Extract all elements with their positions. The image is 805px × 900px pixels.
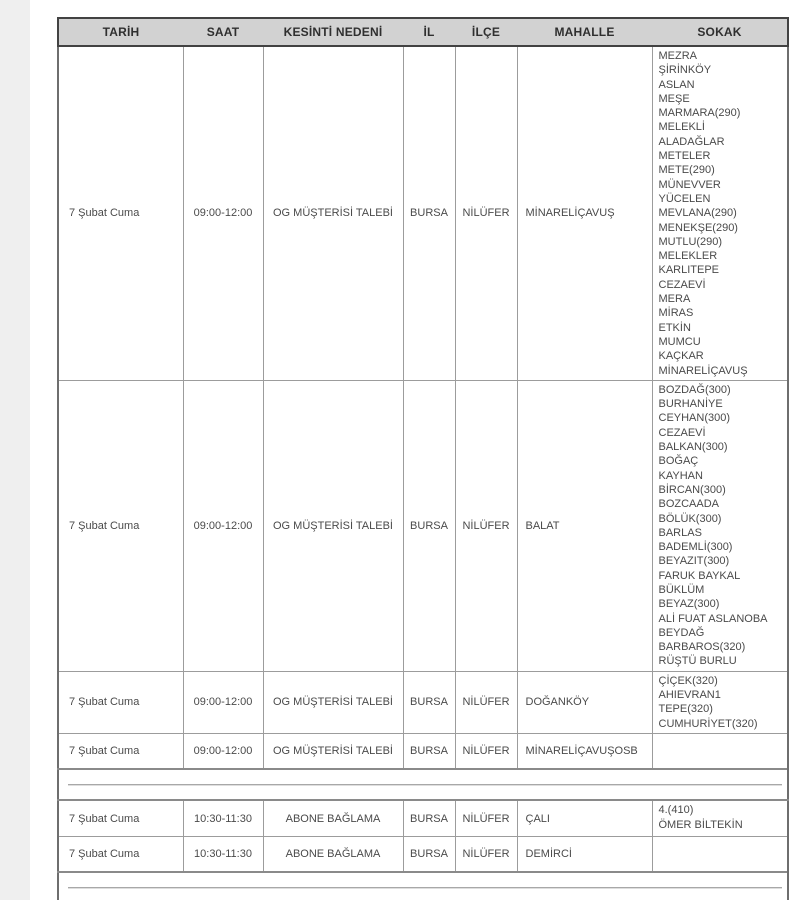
outage-row xyxy=(58,380,788,671)
cell-streets xyxy=(652,733,788,769)
street-line: ÖMER BİLTEKİN xyxy=(658,818,743,831)
cell-district: NİLÜFER xyxy=(455,46,517,380)
table-header xyxy=(58,18,788,46)
street-line: MEVLANA(290) xyxy=(658,207,737,220)
cell-province: BURSA xyxy=(403,671,455,733)
cell-time: 10:30-11:30 xyxy=(183,800,263,836)
section-separator xyxy=(58,769,788,800)
cell-date: 7 Şubat Cuma xyxy=(58,800,183,836)
cell-streets xyxy=(652,800,788,836)
street-line: TEPE(320) xyxy=(658,703,713,716)
header-tarih: TARİH xyxy=(58,18,183,46)
street-line: RÜŞTÜ BURLU xyxy=(658,655,737,668)
street-line: MELEKLİ xyxy=(658,121,705,134)
page-left-margin xyxy=(0,0,30,900)
cell-neighborhood: MİNARELİÇAVUŞ xyxy=(517,46,652,380)
cell-neighborhood: MİNARELİÇAVUŞOSB xyxy=(517,733,652,769)
header-mahalle: MAHALLE xyxy=(517,18,652,46)
street-line: MEZRA xyxy=(658,50,697,62)
cell-district: NİLÜFER xyxy=(455,671,517,733)
cell-date: 7 Şubat Cuma xyxy=(58,380,183,671)
street-line: MÜNEVVER xyxy=(658,178,721,191)
header-il: İL xyxy=(403,18,455,46)
street-line: MEŞE xyxy=(658,92,690,105)
street-line: BARBAROS(320) xyxy=(658,641,746,654)
street-line: METE(290) xyxy=(658,164,715,177)
cell-province: BURSA xyxy=(403,836,455,872)
cell-date: 7 Şubat Cuma xyxy=(58,733,183,769)
street-line: 4.(410) xyxy=(658,804,694,817)
street-line: BEYAZ(300) xyxy=(658,598,720,611)
street-line: BEYDAĞ xyxy=(658,626,705,639)
street-line: MUMCU xyxy=(658,335,701,348)
cell-neighborhood: DEMİRCİ xyxy=(517,836,652,872)
cell-time: 09:00-12:00 xyxy=(183,671,263,733)
street-line: MENEKŞE(290) xyxy=(658,221,738,234)
header-row xyxy=(58,18,788,46)
cell-streets xyxy=(652,46,788,380)
cell-neighborhood: DOĞANKÖY xyxy=(517,671,652,733)
header-sokak: SOKAK xyxy=(652,18,788,46)
cell-district: NİLÜFER xyxy=(455,733,517,769)
cell-date: 7 Şubat Cuma xyxy=(58,836,183,872)
street-line: CEZAEVİ xyxy=(658,278,706,291)
street-line: MELEKLER xyxy=(658,250,718,263)
cell-district: NİLÜFER xyxy=(455,836,517,872)
cell-province: BURSA xyxy=(403,380,455,671)
header-saat: SAAT xyxy=(183,18,263,46)
cell-streets xyxy=(652,380,788,671)
street-line: METELER xyxy=(658,150,711,163)
street-line: ÇİÇEK(320) xyxy=(658,674,718,687)
cell-time: 10:30-11:30 xyxy=(183,836,263,872)
street-line: MERA xyxy=(658,293,691,306)
outage-row xyxy=(58,46,788,380)
cell-neighborhood: ÇALI xyxy=(517,800,652,836)
section-separator xyxy=(58,872,788,900)
cell-district: NİLÜFER xyxy=(455,380,517,671)
cell-district: NİLÜFER xyxy=(455,800,517,836)
table-body xyxy=(58,46,788,900)
cell-time: 09:00-12:00 xyxy=(183,733,263,769)
street-line: BEYAZIT(300) xyxy=(658,555,730,568)
street-line: MUTLU(290) xyxy=(658,235,723,248)
header-kesinti-nedeni: KESİNTİ NEDENİ xyxy=(263,18,403,46)
outage-row xyxy=(58,836,788,872)
outage-row xyxy=(58,671,788,733)
street-line: BÖLÜK(300) xyxy=(658,512,722,525)
street-line: CUMHURİYET(320) xyxy=(658,717,758,730)
street-line: CEYHAN(300) xyxy=(658,412,731,425)
cell-reason: ABONE BAĞLAMA xyxy=(263,836,403,872)
street-line: BÜKLÜM xyxy=(658,583,705,596)
street-line: ETKİN xyxy=(658,321,691,334)
street-line: BADEMLİ(300) xyxy=(658,541,733,554)
street-line: MİNARELİÇAVUŞ xyxy=(658,364,748,377)
cell-time: 09:00-12:00 xyxy=(183,46,263,380)
street-line: BOĞAÇ xyxy=(658,455,699,468)
cell-streets xyxy=(652,836,788,872)
cell-reason: OG MÜŞTERİSİ TALEBİ xyxy=(263,46,403,380)
street-line: MİRAS xyxy=(658,307,694,320)
street-line: BİRCAN(300) xyxy=(658,483,726,496)
header-ilce: İLÇE xyxy=(455,18,517,46)
cell-reason: OG MÜŞTERİSİ TALEBİ xyxy=(263,671,403,733)
street-line: BOZDAĞ(300) xyxy=(658,383,731,396)
separator-line xyxy=(68,887,782,889)
street-line: AHIEVRAN1 xyxy=(658,689,721,702)
cell-reason: ABONE BAĞLAMA xyxy=(263,800,403,836)
street-line: KAÇKAR xyxy=(658,350,704,363)
cell-streets xyxy=(652,671,788,733)
cell-reason: OG MÜŞTERİSİ TALEBİ xyxy=(263,733,403,769)
cell-neighborhood: BALAT xyxy=(517,380,652,671)
street-line: KARLITEPE xyxy=(658,264,720,277)
outage-table xyxy=(57,17,789,900)
cell-province: BURSA xyxy=(403,46,455,380)
street-line: ŞİRİNKÖY xyxy=(658,64,712,77)
cell-province: BURSA xyxy=(403,800,455,836)
separator-cell xyxy=(58,769,788,800)
street-line: FARUK BAYKAL xyxy=(658,569,741,582)
cell-date: 7 Şubat Cuma xyxy=(58,671,183,733)
street-line: BURHANİYE xyxy=(658,398,723,411)
cell-reason: OG MÜŞTERİSİ TALEBİ xyxy=(263,380,403,671)
cell-province: BURSA xyxy=(403,733,455,769)
street-line: ASLAN xyxy=(658,78,695,91)
street-line: MARMARA(290) xyxy=(658,107,741,120)
outage-table-container xyxy=(57,17,789,900)
street-line: ALİ FUAT ASLANOBA xyxy=(658,612,768,625)
street-line: ALADAĞLAR xyxy=(658,135,725,148)
cell-date: 7 Şubat Cuma xyxy=(58,46,183,380)
outage-row xyxy=(58,800,788,836)
street-line: YÜCELEN xyxy=(658,192,711,205)
outage-row xyxy=(58,733,788,769)
separator-cell xyxy=(58,872,788,900)
street-line: BARLAS xyxy=(658,526,702,539)
street-line: BOZCAADA xyxy=(658,498,720,511)
street-line: CEZAEVİ xyxy=(658,426,706,439)
separator-line xyxy=(68,784,782,786)
cell-time: 09:00-12:00 xyxy=(183,380,263,671)
street-line: BALKAN(300) xyxy=(658,441,728,454)
street-line: KAYHAN xyxy=(658,469,703,482)
